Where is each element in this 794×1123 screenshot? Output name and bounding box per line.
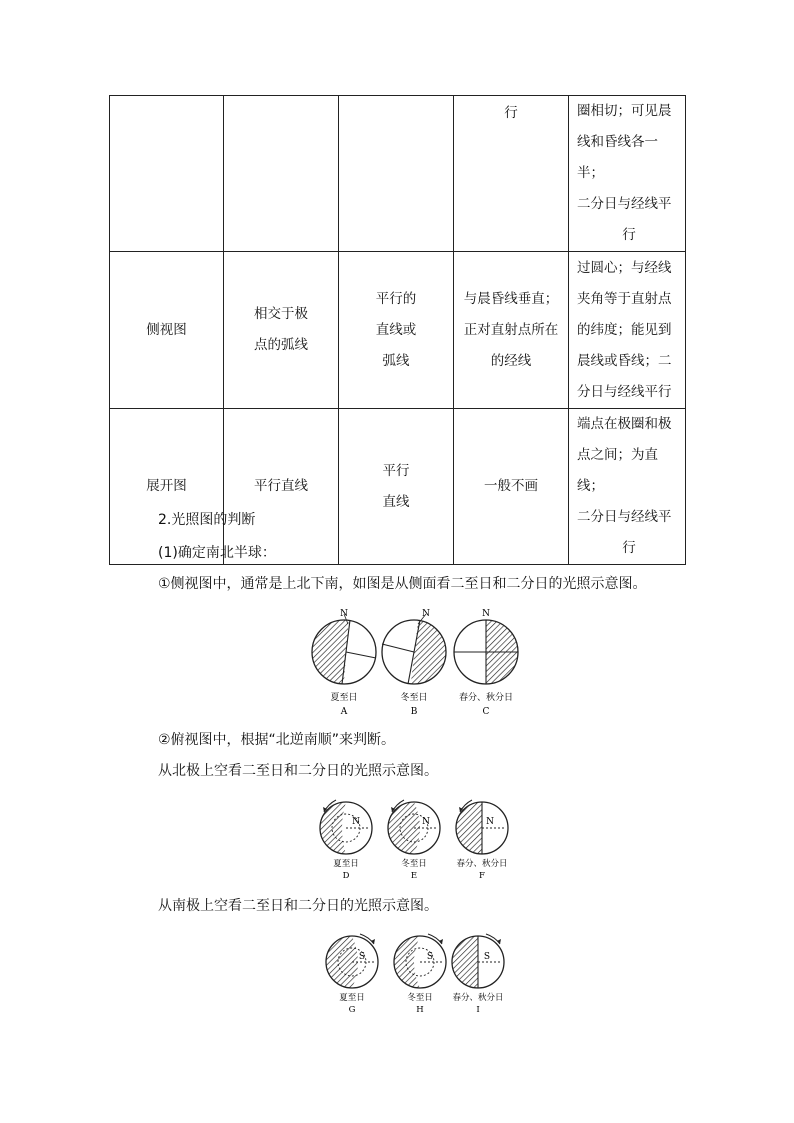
- svg-text:N: N: [486, 817, 494, 827]
- equinox-globe: [454, 800, 508, 881]
- svg-text:C: C: [482, 707, 490, 717]
- svg-text:E: E: [410, 871, 418, 881]
- svg-text:春分、秋分日: 春分、秋分日: [452, 993, 504, 1003]
- table-cell: 平行 直线: [339, 409, 454, 565]
- table-row: [110, 252, 686, 409]
- summer-solstice-globe: [306, 608, 376, 717]
- winter-solstice-globe: [382, 608, 466, 717]
- table-cell: [110, 96, 224, 252]
- svg-text:N: N: [422, 817, 430, 827]
- table-cell: 与晨昏线垂直； 正对直射点所在 的经线: [454, 252, 569, 409]
- paragraph: 从南极上空看二至日和二分日的光照示意图。: [158, 898, 438, 914]
- svg-text:春分、秋分日: 春分、秋分日: [456, 859, 508, 869]
- table-cell: 平行直线: [224, 409, 339, 565]
- svg-text:春分、秋分日: 春分、秋分日: [458, 693, 514, 703]
- row-header: 展开图: [110, 409, 224, 565]
- svg-text:冬至日: 冬至日: [400, 693, 428, 703]
- svg-text:S: S: [483, 952, 491, 962]
- svg-text:冬至日: 冬至日: [407, 993, 433, 1003]
- table-cell: 圈相切；可见晨 线和昏线各一半； 二分日与经线平 行: [569, 96, 686, 252]
- svg-text:B: B: [410, 707, 418, 717]
- equinox-globe: [454, 608, 526, 717]
- side-view-diagrams: [306, 608, 526, 720]
- svg-text:N: N: [482, 609, 490, 619]
- svg-text:S: S: [358, 952, 366, 962]
- north-label: N: [340, 609, 348, 619]
- svg-text:夏至日: 夏至日: [330, 693, 358, 703]
- svg-text:N: N: [352, 817, 360, 827]
- subheading: (1)确定南北半球：: [158, 545, 276, 561]
- south-pole-diagrams: [320, 926, 520, 1014]
- svg-text:G: G: [348, 1005, 356, 1014]
- svg-text:夏至日: 夏至日: [339, 993, 365, 1003]
- summer-solstice-globe: [324, 934, 378, 1014]
- table-cell: 平行的 直线或 弧线: [339, 252, 454, 409]
- table-cell: 行: [454, 96, 569, 252]
- svg-text:I: I: [476, 1005, 480, 1014]
- svg-text:S: S: [426, 952, 434, 962]
- comparison-table: [109, 95, 686, 565]
- svg-text:F: F: [479, 871, 485, 881]
- equinox-globe: [450, 934, 504, 1014]
- svg-text:H: H: [416, 1005, 424, 1014]
- svg-text:冬至日: 冬至日: [401, 859, 427, 869]
- row-header: 侧视图: [110, 252, 224, 409]
- summer-solstice-globe: [316, 800, 372, 881]
- table-cell: [224, 96, 339, 252]
- table-row: [110, 96, 686, 252]
- table-cell: [339, 96, 454, 252]
- north-pole-diagrams: [316, 794, 516, 882]
- svg-text:夏至日: 夏至日: [333, 859, 359, 869]
- svg-text:N: N: [422, 609, 430, 619]
- table-cell: 端点在极圈和极 点之间；为直线； 二分日与经线平 行: [569, 409, 686, 565]
- table-cell: 相交于极 点的弧线: [224, 252, 339, 409]
- paragraph: ①侧视图中，通常是上北下南，如图是从侧面看二至日和二分日的光照示意图。: [158, 576, 647, 592]
- table-cell: 过圆心；与经线 夹角等于直射点 的纬度；能见到 晨线或昏线；二 分日与经线平行: [569, 252, 686, 409]
- winter-solstice-globe: [386, 800, 440, 881]
- section-heading: 2.光照图的判断: [158, 512, 256, 528]
- winter-solstice-globe: [392, 934, 446, 1014]
- svg-text:A: A: [340, 707, 348, 717]
- paragraph: 从北极上空看二至日和二分日的光照示意图。: [158, 763, 438, 779]
- table-row: [110, 409, 686, 565]
- svg-text:D: D: [342, 871, 350, 881]
- south-pole-figure: [320, 926, 520, 1018]
- side-view-figure: [306, 608, 526, 724]
- paragraph: ②俯视图中，根据“北逆南顺”来判断。: [158, 732, 396, 748]
- north-pole-figure: [316, 794, 516, 886]
- table-cell: 一般不画: [454, 409, 569, 565]
